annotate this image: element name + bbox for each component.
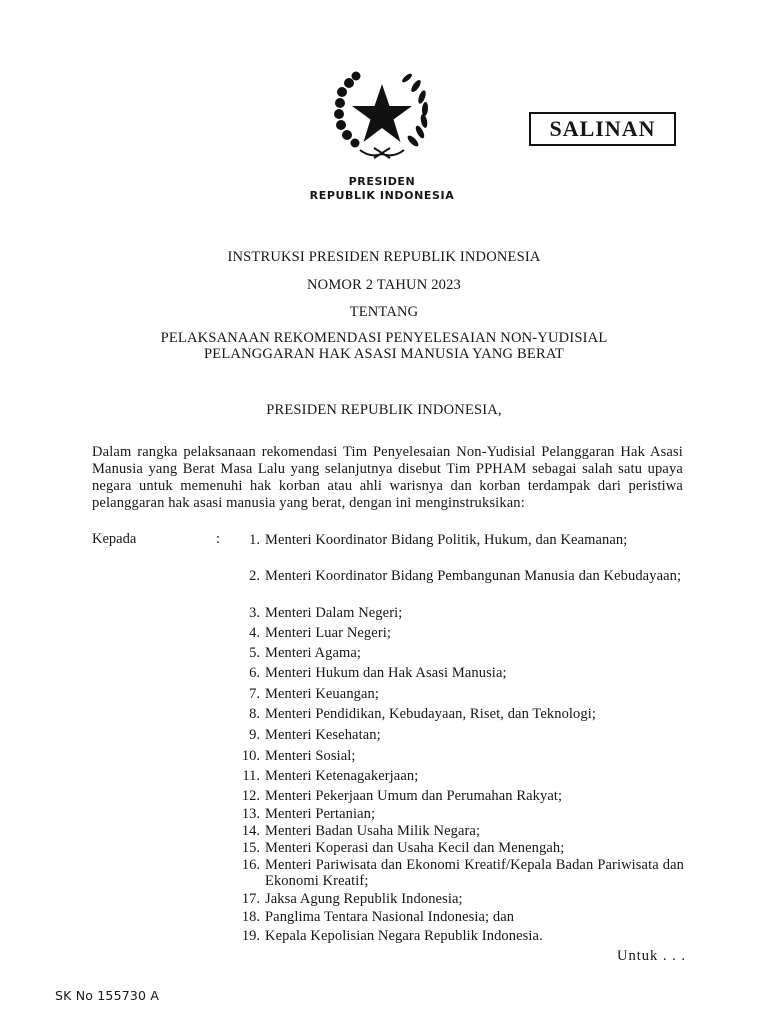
- list-item-text: Jaksa Agung Republik Indonesia;: [265, 891, 463, 907]
- page-continuation: Untuk . . .: [617, 948, 686, 964]
- list-item: [232, 665, 684, 681]
- list-item-number: 18.: [241, 909, 260, 925]
- list-item-number: 2.: [249, 568, 260, 584]
- list-item: [232, 768, 684, 784]
- list-item: [232, 706, 684, 722]
- list-item-number: 17.: [241, 891, 260, 907]
- list-item: [232, 605, 684, 621]
- list-item-number: 11.: [242, 768, 260, 784]
- list-item: [232, 823, 684, 839]
- list-item: [232, 748, 684, 764]
- document-number: NOMOR 2 TAHUN 2023: [306, 277, 462, 293]
- list-item-number: 5.: [249, 645, 260, 661]
- salinan-stamp: SALINAN: [529, 112, 676, 146]
- list-item-text: Menteri Ketenagakerjaan;: [265, 768, 419, 784]
- list-item-number: 7.: [249, 686, 260, 702]
- list-item: [232, 645, 684, 661]
- list-item-number: 15.: [241, 840, 260, 856]
- kepada-label: Kepada: [92, 531, 137, 547]
- subject-line-1: PELAKSANAAN REKOMENDASI PENYELESAIAN NON-YUDISIAL: [160, 330, 608, 346]
- list-item-number: 3.: [249, 605, 260, 621]
- list-item-number: 14.: [241, 823, 260, 839]
- list-item-number: 10.: [241, 748, 260, 764]
- issuer-heading: PRESIDEN REPUBLIK INDONESIA,: [266, 402, 502, 418]
- list-item-number: 12.: [241, 788, 260, 804]
- list-item: [232, 857, 684, 889]
- list-item-text: Menteri Hukum dan Hak Asasi Manusia;: [265, 665, 507, 681]
- list-item: [232, 686, 684, 702]
- list-item-text: Menteri Kesehatan;: [265, 727, 381, 743]
- list-item-number: 8.: [249, 706, 260, 722]
- sk-number: SK No 155730 A: [55, 988, 160, 1003]
- list-item-text: Menteri Agama;: [265, 645, 362, 661]
- list-item: [232, 928, 684, 944]
- list-item-text: Menteri Koordinator Bidang Politik, Hukum, dan Keamanan;: [265, 532, 628, 548]
- list-item-text: Kepala Kepolisian Negara Republik Indonesia.: [265, 928, 543, 944]
- list-item: [232, 909, 684, 925]
- list-item: [232, 806, 684, 822]
- document-title: INSTRUKSI PRESIDEN REPUBLIK INDONESIA: [227, 249, 541, 265]
- list-item-text: Menteri Koperasi dan Usaha Kecil dan Menengah;: [265, 840, 565, 856]
- presidential-emblem-icon: [330, 68, 434, 164]
- list-item: [232, 891, 684, 907]
- issuer-line-presiden: PRESIDEN: [348, 175, 416, 188]
- issuer-line-republik: REPUBLIK INDONESIA: [309, 189, 455, 202]
- list-item: [232, 788, 684, 804]
- tentang-label: TENTANG: [349, 304, 419, 320]
- list-item-number: 19.: [241, 928, 260, 944]
- subject-line-2: PELANGGARAN HAK ASASI MANUSIA YANG BERAT: [204, 346, 564, 362]
- list-item-number: 1.: [249, 532, 260, 548]
- preamble-paragraph: Dalam rangka pelaksanaan rekomendasi Tim Penyelesaian Non-Yudisial Pelanggaran Hak Asasi Manusia yang Berat Masa Lalu yang selanjutnya disebut Tim PPHAM sebagai salah satu upaya negara untuk memenuhi hak korban atau ahli warisnya dan korban terdampak dari peristiwa pelanggaran hak asasi manusia yang berat, dengan ini menginstruksikan:: [92, 444, 683, 511]
- list-item: [232, 532, 684, 548]
- list-item-text: Menteri Koordinator Bidang Pembangunan Manusia dan Kebudayaan;: [265, 568, 682, 584]
- list-item-text: Menteri Pariwisata dan Ekonomi Kreatif/Kepala Badan Pariwisata dan Ekonomi Kreatif;: [265, 857, 684, 889]
- list-item-text: Menteri Pendidikan, Kebudayaan, Riset, dan Teknologi;: [265, 706, 597, 722]
- list-item-number: 9.: [249, 727, 260, 743]
- list-item-text: Panglima Tentara Nasional Indonesia; dan: [265, 909, 515, 925]
- kepada-colon: :: [216, 531, 221, 547]
- list-item-number: 4.: [249, 625, 260, 641]
- list-item: [232, 727, 684, 743]
- list-item-text: Menteri Pertanian;: [265, 806, 376, 822]
- list-item-text: Menteri Luar Negeri;: [265, 625, 392, 641]
- list-item-number: 13.: [241, 806, 260, 822]
- list-item: [232, 568, 684, 584]
- list-item-text: Menteri Keuangan;: [265, 686, 380, 702]
- list-item: [232, 840, 684, 856]
- list-item-text: Menteri Sosial;: [265, 748, 356, 764]
- list-item-text: Menteri Badan Usaha Milik Negara;: [265, 823, 481, 839]
- list-item-number: 16.: [241, 857, 260, 873]
- list-item-number: 6.: [249, 665, 260, 681]
- list-item: [232, 625, 684, 641]
- list-item-text: Menteri Dalam Negeri;: [265, 605, 403, 621]
- list-item-text: Menteri Pekerjaan Umum dan Perumahan Rakyat;: [265, 788, 563, 804]
